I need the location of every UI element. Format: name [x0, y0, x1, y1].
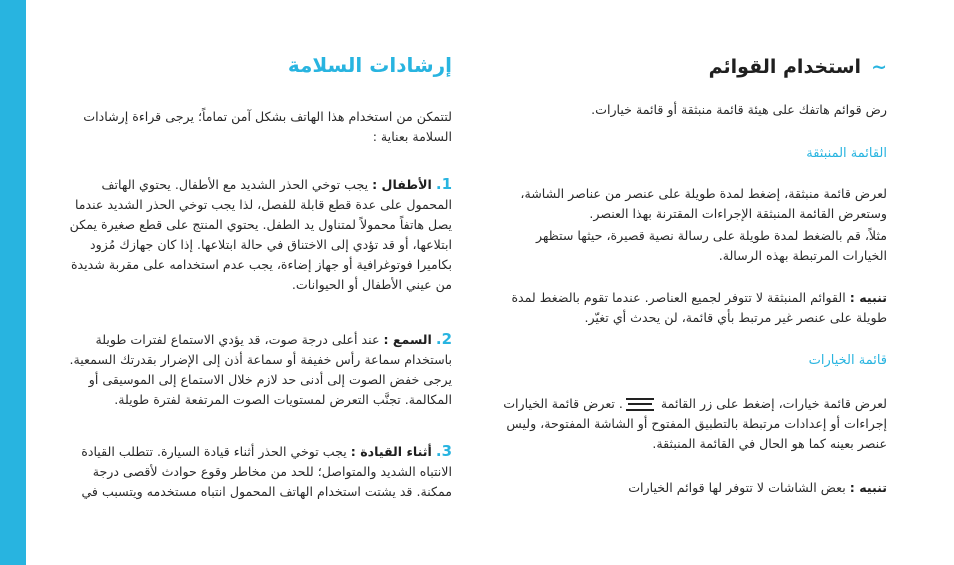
item-label: أثناء القيادة :: [350, 444, 432, 459]
options-text-a: لعرض قائمة خيارات، إضغط على زر القائمة: [660, 396, 887, 411]
item-label: الأطفال :: [372, 177, 432, 192]
popup-paragraph-1: لعرض قائمة منبثقة، إضغط لمدة طويلة على عنصر من عناصر الشاشة، وستعرض القائمة المنبثقة الإجراءات المقترنة بهذا العنصر.: [520, 186, 887, 221]
item-text: يجب توخي الحذر الشديد مع الأطفال. يحتوي الهاتف المحمول على عدة قطع قابلة للفصل، لذا يجب توخي الحذر الشديد عندما يصل هاتفاً محمولاً لمتناول يد الطفل. يحتوي المنتج على قطع صغيرة يمكن ابتلاعها، أو قد تؤدي إلى الاختناق في حالة ابتلاعها. إذا كان جهازك مُزود بكاميرا فوتوغرافية أو جهاز إضاءة، يجب عدم استخدامه على مقربة شديدة من عيني الأطفال أو الحيوانات.: [69, 177, 452, 292]
heading-tilde: ~: [871, 56, 887, 78]
options-menu-title: قائمة الخيارات: [808, 353, 887, 368]
safety-item-hearing: [62, 329, 452, 410]
options-note: [500, 478, 887, 498]
safety-item-children: [62, 174, 452, 295]
popup-paragraph-2: مثلاً، قم بالضغط لمدة طويلة على رسالة نصية قصيرة، حيثها ستظهر الخيارات المرتبطة بهذه الرسالة.: [535, 228, 887, 263]
options-note-label: تنبيه :: [849, 480, 887, 495]
menus-heading-text: استخدام القوائم: [708, 56, 862, 78]
item-text: عند أعلى درجة صوت، قد يؤدي الاستماع لفترات طويلة باستخدام سماعة رأس خفيفة أو سماعة أذن إلى الإضرار بقدرتك السمعية. يرجى خفض الصوت إلى أدنى حد لازم خلال الاستماع إلى الموسيقى أو المكالمة. تجنَّب التعرض لمستويات الصوت المرتفعة لفترة طويلة.: [69, 332, 452, 407]
item-text: يجب توخي الحذر أثناء قيادة السيارة. تتطلب القيادة الانتباه الشديد والمتواصل؛ للحد من مخاطر وقوع حوادث لأقصى درجة ممكنة. قد يشتت استخدام الهاتف المحمول انتباه مستخدمه ويتسبب في: [81, 444, 452, 499]
menus-intro: رض قوائم هاتفك على هيئة قائمة منبثقة أو قائمة خيارات.: [591, 102, 887, 117]
safety-intro: لتتمكن من استخدام هذا الهاتف بشكل آمن تماماً؛ يرجى قراءة إرشادات السلامة بعناية :: [83, 109, 452, 144]
item-number: 3.: [435, 442, 452, 460]
item-number: 1.: [435, 175, 452, 193]
item-label: السمع :: [383, 332, 432, 347]
popup-note: [500, 288, 887, 328]
menu-key-icon: [626, 398, 654, 411]
item-number: 2.: [435, 330, 452, 348]
side-accent-bar: [0, 0, 26, 565]
menus-heading: [709, 57, 887, 77]
options-note-text: بعض الشاشات لا تتوفر لها قوائم الخيارات: [628, 480, 846, 495]
popup-note-label: تنبيه :: [849, 290, 887, 305]
options-paragraph: [500, 394, 887, 454]
safety-item-driving: [62, 441, 452, 502]
popup-note-text: القوائم المنبثقة لا تتوفر لجميع العناصر. عندما تقوم بالضغط لمدة طويلة على عنصر غير مرتبط بأي قائمة، لن يحدث أي تغيّر.: [511, 290, 887, 325]
popup-menu-title: القائمة المنبثقة: [806, 146, 887, 161]
options-text-b: . تعرض قائمة الخيارات إجراءات أو إعدادات مرتبطة بالتطبيق المفتوح أو الشاشة المفتوحة، وليس عنصر بعينه كما هو الحال في القائمة المنبثقة.: [503, 396, 887, 451]
safety-heading: إرشادات السلامة: [287, 53, 452, 77]
